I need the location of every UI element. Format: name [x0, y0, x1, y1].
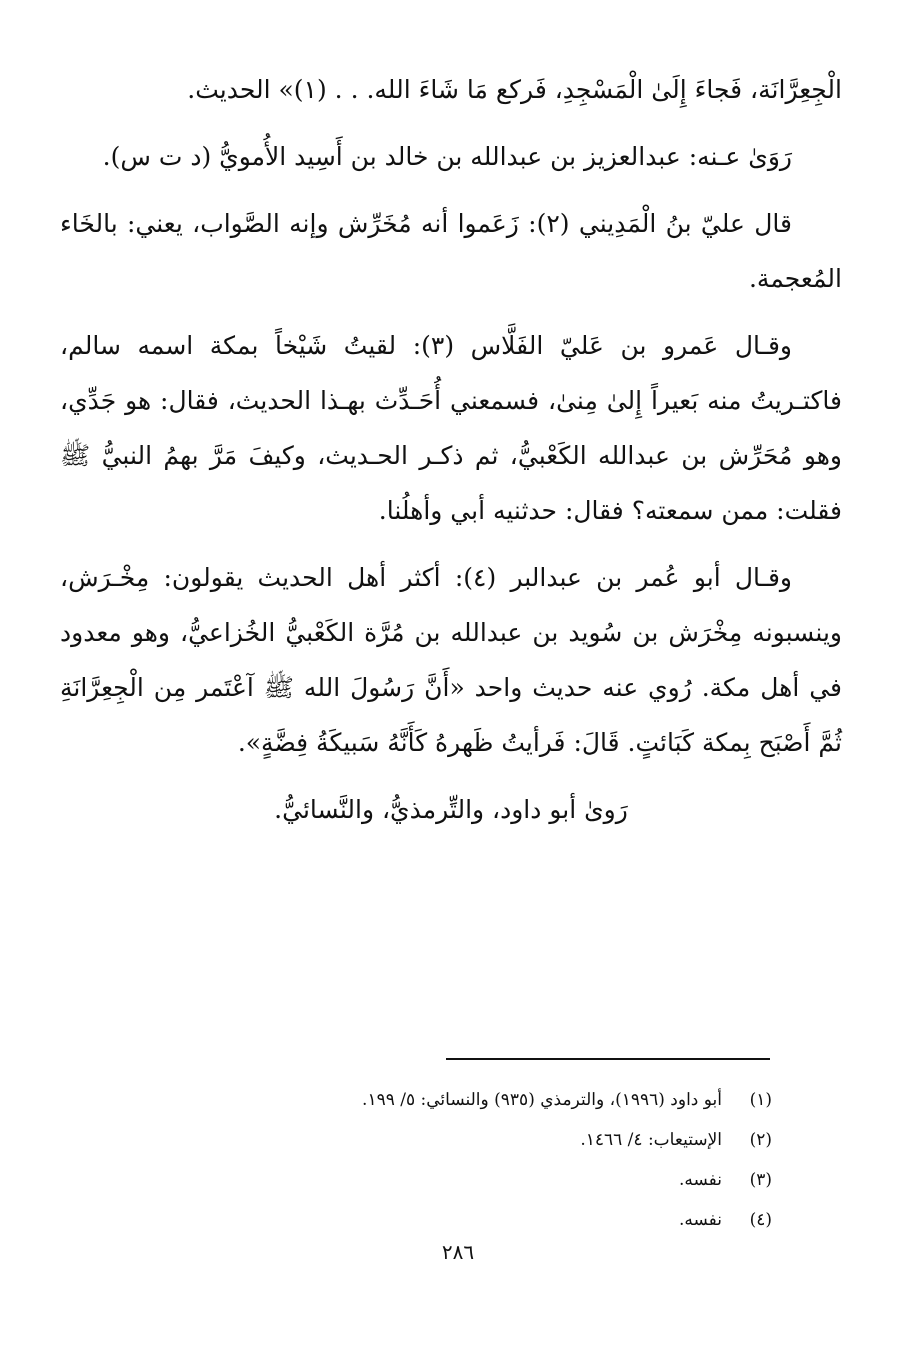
paragraph-narrated-from-him: رَوَىٰ عـنه: عبدالعزيز بن عبدالله بن خالد بن أَسِيد الأُمويُّ (د ت س). — [102, 142, 792, 171]
footnote-item — [200, 1120, 772, 1160]
footnote-divider — [446, 1058, 770, 1060]
footnote-number: (٤) — [749, 1210, 772, 1230]
paragraph-ali-al-madini: قال عليّ بنُ الْمَدِيني (٢): زَعَموا أنه مُخَرِّش وإنه الصَّواب، يعني: بالخَاء المُعجمة. — [60, 209, 842, 293]
footnote-text: أبو داود (١٩٩٦)، والترمذي (٩٣٥) والنسائي: ٥/ ١٩٩. — [362, 1090, 722, 1110]
paragraph-ibn-abdulbarr: وقـال أبو عُمر بن عبدالبر (٤): أكثر أهل الحديث يقولون: مِخْـرَش، وينسبونه مِخْرَش بن سُويد بن عبدالله بن مُرَّة الكَعْبيُّ الخُزاعيُّ، وهو معدود في أهل مكة. رُوي عنه حديث واحد «أَنَّ رَسُولَ الله ﷺ آعْتَمر مِن الْجِعِرَّانَةِ ثُمَّ أَصْبَح بِمكة كَبَائتٍ. قَالَ: فَرأيتُ ظَهرهُ كَأَنَّهُ سَبيكَةُ فِضَّةٍ». — [60, 563, 842, 757]
paragraph-narrators-list: رَوىٰ أبو داود، والتِّرمذيُّ، والنَّسائيُّ. — [274, 795, 628, 824]
footnote-item — [200, 1160, 772, 1200]
footnote-text: الإستيعاب: ٤/ ١٤٦٦. — [580, 1130, 722, 1150]
main-text — [60, 62, 842, 849]
paragraph-amr-al-fallas: وقـال عَمرو بن عَليّ الفَلَّاس (٣): لقيتُ شَيْخاً بمكة اسمه سالم، فاكتـريتُ منه بَعيراً إِلىٰ مِنىٰ، فسمعني أُحَـدِّث بهـذا الحديث، فقال: هو جَدِّي، وهو مُحَرِّش بن عبدالله الكَعْبيُّ، ثم ذكـر الحـديث، وكيفَ مَرَّ بهمُ النبيُّ ﷺ فقلت: ممن سمعته؟ فقال: حدثنيه أبي وأهلُنا. — [60, 331, 842, 525]
footnote-text: نفسه. — [678, 1210, 722, 1230]
footnote-number: (١) — [749, 1090, 772, 1110]
footnote-text: نفسه. — [678, 1170, 722, 1190]
footnote-number: (٢) — [749, 1130, 772, 1150]
page-number: ٢٨٦ — [441, 1240, 475, 1264]
footnote-item — [200, 1080, 772, 1120]
footnote-number: (٣) — [749, 1170, 772, 1190]
footnotes — [200, 1080, 772, 1240]
paragraph-hadith-ending: الْجِعِرَّانَة، فَجاءَ إِلَىٰ الْمَسْجِدِ، فَركع مَا شَاءَ الله. . . (١)» الحديث. — [187, 75, 842, 104]
footnote-item — [200, 1200, 772, 1240]
